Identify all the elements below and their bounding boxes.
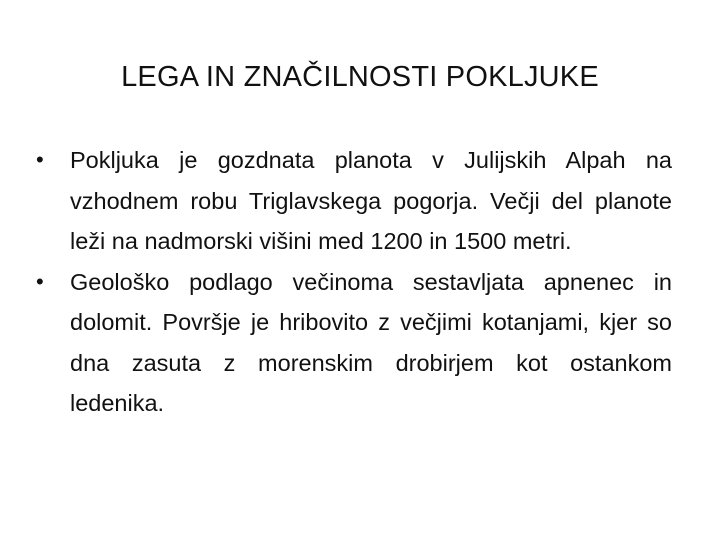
bullet-list (36, 140, 672, 424)
bullet-text-2: Geološko podlago večinoma sestavljata apnenec in dolomit. Površje je hribovito z večjimi kotanjami, kjer so dna zasuta z morenskim drobirjem kot ostankom ledenika. (70, 268, 672, 416)
bullet-item-1 (36, 140, 672, 262)
bullet-marker: • (36, 268, 44, 294)
bullet-item-2 (36, 262, 672, 424)
slide-title: LEGA IN ZNAČILNOSTI POKLJUKE (121, 61, 599, 94)
bullet-text-1: Pokljuka je gozdnata planota v Julijskih Alpah na vzhodnem robu Triglavskega pogorja. Večji del planote leži na nadmorski višini med 1200 in 1500 metri. (70, 147, 672, 254)
bullet-marker: • (36, 147, 44, 172)
